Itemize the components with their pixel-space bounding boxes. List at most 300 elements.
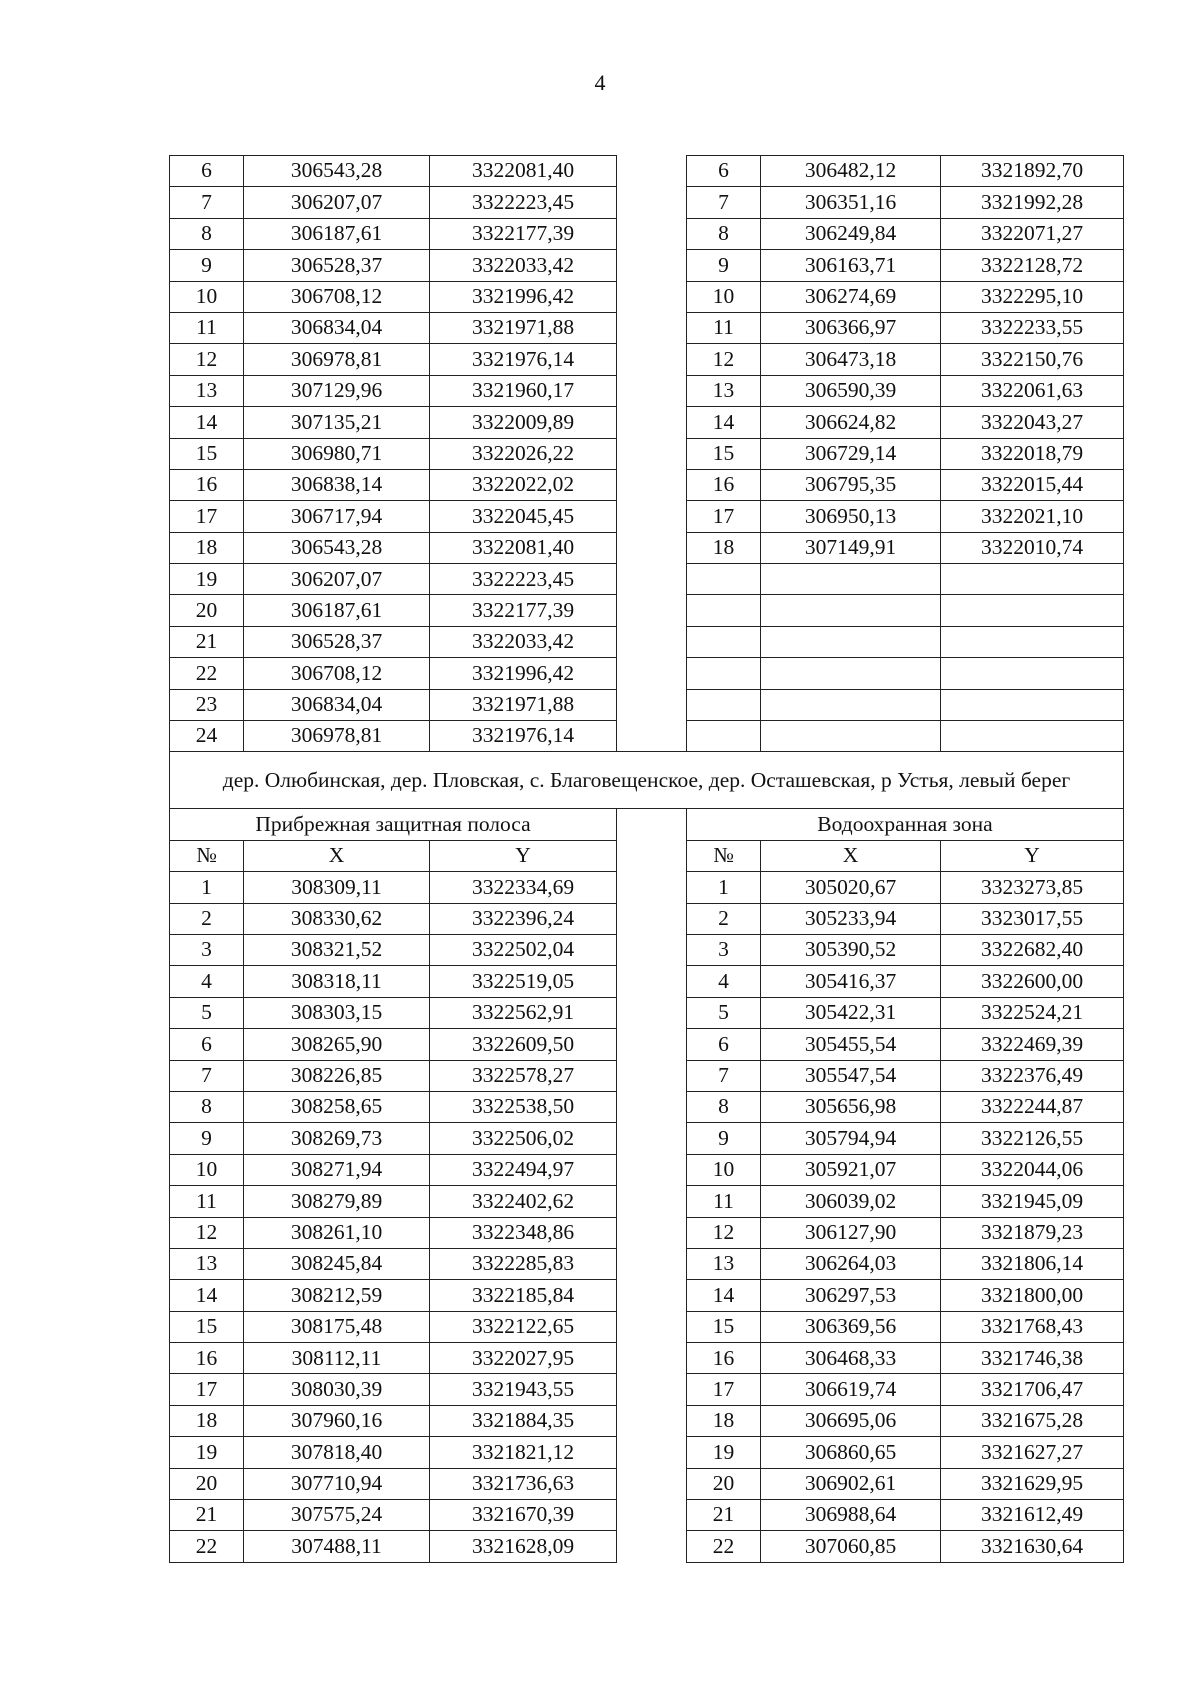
left-x-coordinate: 307575,24 xyxy=(244,1500,430,1531)
column-gap xyxy=(617,1091,687,1122)
column-gap xyxy=(617,156,687,187)
right-point-number xyxy=(687,721,761,752)
right-y-coordinate: 3322682,40 xyxy=(941,934,1124,965)
left-x-coordinate: 308271,94 xyxy=(244,1154,430,1185)
table-row xyxy=(170,1343,1124,1374)
left-x-coordinate: 306717,94 xyxy=(244,501,430,532)
right-y-coordinate: 3321706,47 xyxy=(941,1374,1124,1405)
left-x-coordinate: 308261,10 xyxy=(244,1217,430,1248)
right-y-coordinate: 3321768,43 xyxy=(941,1311,1124,1342)
left-y-coordinate: 3322578,27 xyxy=(430,1060,617,1091)
right-y-coordinate xyxy=(941,564,1124,595)
right-y-coordinate: 3322150,76 xyxy=(941,344,1124,375)
left-y-coordinate: 3322223,45 xyxy=(430,187,617,218)
right-point-number: 20 xyxy=(687,1468,761,1499)
column-gap xyxy=(617,1060,687,1091)
table-row xyxy=(170,469,1124,500)
left-point-number: 16 xyxy=(170,469,244,500)
right-y-coordinate: 3322018,79 xyxy=(941,438,1124,469)
column-gap xyxy=(617,1248,687,1279)
left-y-coordinate: 3322033,42 xyxy=(430,626,617,657)
table-row xyxy=(170,1091,1124,1122)
right-y-coordinate: 3322021,10 xyxy=(941,501,1124,532)
left-point-number: 12 xyxy=(170,1217,244,1248)
left-x-coordinate: 308303,15 xyxy=(244,997,430,1028)
column-gap xyxy=(617,658,687,689)
left-y-coordinate: 3322402,62 xyxy=(430,1186,617,1217)
right-y-coordinate xyxy=(941,689,1124,720)
left-point-number: 18 xyxy=(170,532,244,563)
col-header-x: X xyxy=(244,840,430,871)
left-y-coordinate: 3321976,14 xyxy=(430,721,617,752)
left-y-coordinate: 3322334,69 xyxy=(430,872,617,903)
right-point-number: 11 xyxy=(687,312,761,343)
column-gap xyxy=(617,1123,687,1154)
right-y-coordinate: 3321675,28 xyxy=(941,1405,1124,1436)
table-row xyxy=(170,626,1124,657)
left-y-coordinate: 3322177,39 xyxy=(430,218,617,249)
left-x-coordinate: 307135,21 xyxy=(244,407,430,438)
column-gap xyxy=(617,250,687,281)
right-y-coordinate: 3322128,72 xyxy=(941,250,1124,281)
right-y-coordinate: 3322061,63 xyxy=(941,375,1124,406)
right-x-coordinate xyxy=(761,564,941,595)
right-point-number: 7 xyxy=(687,187,761,218)
column-gap xyxy=(617,438,687,469)
left-point-number: 23 xyxy=(170,689,244,720)
right-point-number: 10 xyxy=(687,281,761,312)
right-y-coordinate xyxy=(941,595,1124,626)
right-y-coordinate: 3321945,09 xyxy=(941,1186,1124,1217)
left-y-coordinate: 3321976,14 xyxy=(430,344,617,375)
left-y-coordinate: 3322519,05 xyxy=(430,966,617,997)
right-x-coordinate: 306297,53 xyxy=(761,1280,941,1311)
table-row xyxy=(170,344,1124,375)
right-x-coordinate xyxy=(761,626,941,657)
left-point-number: 12 xyxy=(170,344,244,375)
left-y-coordinate: 3322285,83 xyxy=(430,1248,617,1279)
right-point-number: 12 xyxy=(687,1217,761,1248)
right-x-coordinate: 306695,06 xyxy=(761,1405,941,1436)
column-gap xyxy=(617,1217,687,1248)
left-x-coordinate: 308030,39 xyxy=(244,1374,430,1405)
table-row xyxy=(170,1029,1124,1060)
right-point-number: 18 xyxy=(687,532,761,563)
right-y-coordinate: 3322233,55 xyxy=(941,312,1124,343)
right-y-coordinate: 3321992,28 xyxy=(941,187,1124,218)
left-x-coordinate: 306543,28 xyxy=(244,156,430,187)
table-row xyxy=(170,1248,1124,1279)
left-x-coordinate: 306834,04 xyxy=(244,312,430,343)
left-point-number: 22 xyxy=(170,1531,244,1562)
page-number: 4 xyxy=(594,70,606,95)
column-gap xyxy=(617,1531,687,1562)
right-x-coordinate: 306988,64 xyxy=(761,1500,941,1531)
left-y-coordinate: 3322081,40 xyxy=(430,156,617,187)
right-point-number: 8 xyxy=(687,1091,761,1122)
left-x-coordinate: 306834,04 xyxy=(244,689,430,720)
right-y-coordinate: 3322071,27 xyxy=(941,218,1124,249)
right-y-coordinate: 3322600,00 xyxy=(941,966,1124,997)
right-point-number xyxy=(687,658,761,689)
left-x-coordinate: 306980,71 xyxy=(244,438,430,469)
left-x-coordinate: 306207,07 xyxy=(244,187,430,218)
right-point-number: 16 xyxy=(687,1343,761,1374)
left-x-coordinate: 308265,90 xyxy=(244,1029,430,1060)
right-y-coordinate: 3322295,10 xyxy=(941,281,1124,312)
left-x-coordinate: 308269,73 xyxy=(244,1123,430,1154)
column-gap xyxy=(617,1280,687,1311)
left-y-coordinate: 3321971,88 xyxy=(430,689,617,720)
right-x-coordinate: 306795,35 xyxy=(761,469,941,500)
left-x-coordinate: 306838,14 xyxy=(244,469,430,500)
left-x-coordinate: 308226,85 xyxy=(244,1060,430,1091)
column-gap xyxy=(617,1500,687,1531)
left-x-coordinate: 307818,40 xyxy=(244,1437,430,1468)
section-title: дер. Олюбинская, дер. Пловская, с. Благовещенское, дер. Осташевская, р Устья, левый берег xyxy=(170,752,1124,809)
left-y-coordinate: 3322506,02 xyxy=(430,1123,617,1154)
right-x-coordinate xyxy=(761,595,941,626)
left-x-coordinate: 308175,48 xyxy=(244,1311,430,1342)
column-gap xyxy=(617,1374,687,1405)
table-row xyxy=(170,1123,1124,1154)
right-y-coordinate: 3322244,87 xyxy=(941,1091,1124,1122)
table-row xyxy=(170,721,1124,752)
right-x-coordinate: 305422,31 xyxy=(761,997,941,1028)
left-x-coordinate: 306187,61 xyxy=(244,595,430,626)
right-x-coordinate: 305921,07 xyxy=(761,1154,941,1185)
left-point-number: 9 xyxy=(170,1123,244,1154)
left-point-number: 15 xyxy=(170,1311,244,1342)
right-x-coordinate: 305656,98 xyxy=(761,1091,941,1122)
right-point-number: 1 xyxy=(687,872,761,903)
right-y-coordinate: 3321627,27 xyxy=(941,1437,1124,1468)
right-point-number: 18 xyxy=(687,1405,761,1436)
right-point-number: 13 xyxy=(687,375,761,406)
table-row xyxy=(170,903,1124,934)
left-y-coordinate: 3322538,50 xyxy=(430,1091,617,1122)
left-y-coordinate: 3321996,42 xyxy=(430,281,617,312)
left-y-coordinate: 3322009,89 xyxy=(430,407,617,438)
column-gap xyxy=(617,1186,687,1217)
table-row xyxy=(170,1060,1124,1091)
left-y-coordinate: 3322033,42 xyxy=(430,250,617,281)
left-point-number: 8 xyxy=(170,1091,244,1122)
right-y-coordinate: 3322469,39 xyxy=(941,1029,1124,1060)
left-point-number: 13 xyxy=(170,1248,244,1279)
left-x-coordinate: 308309,11 xyxy=(244,872,430,903)
left-x-coordinate: 306207,07 xyxy=(244,564,430,595)
left-y-coordinate: 3321971,88 xyxy=(430,312,617,343)
right-y-coordinate xyxy=(941,658,1124,689)
right-point-number: 6 xyxy=(687,156,761,187)
right-point-number: 10 xyxy=(687,1154,761,1185)
right-point-number: 2 xyxy=(687,903,761,934)
table-row xyxy=(170,689,1124,720)
table-row xyxy=(170,501,1124,532)
right-y-coordinate: 3321879,23 xyxy=(941,1217,1124,1248)
column-gap xyxy=(617,218,687,249)
left-point-number: 22 xyxy=(170,658,244,689)
left-x-coordinate: 308245,84 xyxy=(244,1248,430,1279)
right-x-coordinate: 306249,84 xyxy=(761,218,941,249)
column-gap xyxy=(617,1311,687,1342)
column-gap xyxy=(617,312,687,343)
right-x-coordinate: 306902,61 xyxy=(761,1468,941,1499)
left-point-number: 20 xyxy=(170,1468,244,1499)
left-zone-title: Прибрежная защитная полоса xyxy=(170,809,617,840)
right-x-coordinate: 306163,71 xyxy=(761,250,941,281)
right-x-coordinate: 306860,65 xyxy=(761,1437,941,1468)
right-point-number: 13 xyxy=(687,1248,761,1279)
left-y-coordinate: 3322609,50 xyxy=(430,1029,617,1060)
right-point-number: 4 xyxy=(687,966,761,997)
left-point-number: 10 xyxy=(170,281,244,312)
left-y-coordinate: 3322045,45 xyxy=(430,501,617,532)
table-row xyxy=(170,997,1124,1028)
column-gap xyxy=(617,872,687,903)
left-point-number: 11 xyxy=(170,312,244,343)
right-x-coordinate: 305020,67 xyxy=(761,872,941,903)
left-x-coordinate: 308318,11 xyxy=(244,966,430,997)
table-row xyxy=(170,281,1124,312)
left-x-coordinate: 306528,37 xyxy=(244,626,430,657)
table-row xyxy=(170,407,1124,438)
column-gap xyxy=(617,532,687,563)
left-x-coordinate: 307960,16 xyxy=(244,1405,430,1436)
left-y-coordinate: 3322502,04 xyxy=(430,934,617,965)
left-point-number: 17 xyxy=(170,1374,244,1405)
right-point-number xyxy=(687,595,761,626)
right-x-coordinate: 305794,94 xyxy=(761,1123,941,1154)
column-gap xyxy=(617,595,687,626)
left-point-number: 8 xyxy=(170,218,244,249)
left-x-coordinate: 306187,61 xyxy=(244,218,430,249)
left-point-number: 16 xyxy=(170,1343,244,1374)
right-y-coordinate: 3321800,00 xyxy=(941,1280,1124,1311)
left-x-coordinate: 307710,94 xyxy=(244,1468,430,1499)
right-point-number: 16 xyxy=(687,469,761,500)
right-y-coordinate: 3322044,06 xyxy=(941,1154,1124,1185)
right-y-coordinate xyxy=(941,721,1124,752)
right-x-coordinate: 306729,14 xyxy=(761,438,941,469)
right-y-coordinate: 3322126,55 xyxy=(941,1123,1124,1154)
table-row xyxy=(170,1217,1124,1248)
right-x-coordinate: 306624,82 xyxy=(761,407,941,438)
left-point-number: 4 xyxy=(170,966,244,997)
left-point-number: 6 xyxy=(170,156,244,187)
left-y-coordinate: 3322562,91 xyxy=(430,997,617,1028)
left-y-coordinate: 3321996,42 xyxy=(430,658,617,689)
right-x-coordinate: 305416,37 xyxy=(761,966,941,997)
left-x-coordinate: 306978,81 xyxy=(244,344,430,375)
left-point-number: 10 xyxy=(170,1154,244,1185)
left-x-coordinate: 306708,12 xyxy=(244,281,430,312)
left-point-number: 11 xyxy=(170,1186,244,1217)
left-point-number: 19 xyxy=(170,1437,244,1468)
table-row xyxy=(170,1437,1124,1468)
left-y-coordinate: 3322022,02 xyxy=(430,469,617,500)
left-x-coordinate: 306528,37 xyxy=(244,250,430,281)
bottom-rows xyxy=(170,872,1124,1563)
left-point-number: 20 xyxy=(170,595,244,626)
right-point-number: 8 xyxy=(687,218,761,249)
right-y-coordinate: 3322043,27 xyxy=(941,407,1124,438)
table-row xyxy=(170,1374,1124,1405)
left-x-coordinate: 308321,52 xyxy=(244,934,430,965)
column-gap xyxy=(617,469,687,500)
table-row xyxy=(170,1405,1124,1436)
right-y-coordinate: 3321612,49 xyxy=(941,1500,1124,1531)
right-y-coordinate: 3321746,38 xyxy=(941,1343,1124,1374)
column-gap xyxy=(617,1154,687,1185)
right-y-coordinate: 3323273,85 xyxy=(941,872,1124,903)
right-y-coordinate: 3321892,70 xyxy=(941,156,1124,187)
left-y-coordinate: 3322026,22 xyxy=(430,438,617,469)
left-y-coordinate: 3321821,12 xyxy=(430,1437,617,1468)
left-point-number: 21 xyxy=(170,626,244,657)
right-point-number xyxy=(687,626,761,657)
right-y-coordinate: 3322376,49 xyxy=(941,1060,1124,1091)
right-x-coordinate xyxy=(761,658,941,689)
left-y-coordinate: 3321960,17 xyxy=(430,375,617,406)
top-rows xyxy=(170,156,1124,752)
left-y-coordinate: 3322396,24 xyxy=(430,903,617,934)
right-point-number: 19 xyxy=(687,1437,761,1468)
right-point-number: 9 xyxy=(687,1123,761,1154)
right-x-coordinate: 306039,02 xyxy=(761,1186,941,1217)
right-y-coordinate: 3322524,21 xyxy=(941,997,1124,1028)
right-y-coordinate xyxy=(941,626,1124,657)
left-point-number: 13 xyxy=(170,375,244,406)
column-gap xyxy=(617,626,687,657)
table-row xyxy=(170,438,1124,469)
left-point-number: 14 xyxy=(170,407,244,438)
left-point-number: 17 xyxy=(170,501,244,532)
column-gap xyxy=(617,997,687,1028)
right-x-coordinate: 305233,94 xyxy=(761,903,941,934)
table-row xyxy=(170,218,1124,249)
left-point-number: 9 xyxy=(170,250,244,281)
right-x-coordinate: 305455,54 xyxy=(761,1029,941,1060)
left-y-coordinate: 3321943,55 xyxy=(430,1374,617,1405)
left-y-coordinate: 3322027,95 xyxy=(430,1343,617,1374)
right-y-coordinate: 3322010,74 xyxy=(941,532,1124,563)
table-row xyxy=(170,1154,1124,1185)
col-header-y: Y xyxy=(430,840,617,871)
table-row xyxy=(170,1531,1124,1562)
right-x-coordinate: 306473,18 xyxy=(761,344,941,375)
left-point-number: 14 xyxy=(170,1280,244,1311)
col-header-x: X xyxy=(761,840,941,871)
right-point-number xyxy=(687,564,761,595)
left-x-coordinate: 308330,62 xyxy=(244,903,430,934)
right-point-number: 22 xyxy=(687,1531,761,1562)
left-y-coordinate: 3321670,39 xyxy=(430,1500,617,1531)
right-y-coordinate: 3321629,95 xyxy=(941,1468,1124,1499)
left-x-coordinate: 307488,11 xyxy=(244,1531,430,1562)
column-gap xyxy=(617,281,687,312)
right-y-coordinate: 3321806,14 xyxy=(941,1248,1124,1279)
column-gap xyxy=(617,689,687,720)
right-point-number: 5 xyxy=(687,997,761,1028)
left-y-coordinate: 3321628,09 xyxy=(430,1531,617,1562)
right-x-coordinate: 306264,03 xyxy=(761,1248,941,1279)
right-point-number: 3 xyxy=(687,934,761,965)
table-row xyxy=(170,872,1124,903)
table-row xyxy=(170,312,1124,343)
table-row xyxy=(170,532,1124,563)
column-gap xyxy=(617,187,687,218)
left-y-coordinate: 3322122,65 xyxy=(430,1311,617,1342)
column-gap xyxy=(617,564,687,595)
right-point-number: 6 xyxy=(687,1029,761,1060)
right-x-coordinate: 306590,39 xyxy=(761,375,941,406)
left-y-coordinate: 3322081,40 xyxy=(430,532,617,563)
right-y-coordinate: 3323017,55 xyxy=(941,903,1124,934)
left-point-number: 6 xyxy=(170,1029,244,1060)
column-gap xyxy=(617,1437,687,1468)
right-x-coordinate: 305390,52 xyxy=(761,934,941,965)
right-point-number: 14 xyxy=(687,407,761,438)
table-row xyxy=(170,595,1124,626)
left-point-number: 19 xyxy=(170,564,244,595)
right-y-coordinate: 3321630,64 xyxy=(941,1531,1124,1562)
right-point-number xyxy=(687,689,761,720)
col-header-number: № xyxy=(170,840,244,871)
table-row xyxy=(170,934,1124,965)
left-x-coordinate: 308279,89 xyxy=(244,1186,430,1217)
section-header xyxy=(170,752,1124,872)
left-point-number: 5 xyxy=(170,997,244,1028)
left-x-coordinate: 308212,59 xyxy=(244,1280,430,1311)
table-row xyxy=(170,1280,1124,1311)
col-header-y: Y xyxy=(941,840,1124,871)
right-point-number: 17 xyxy=(687,1374,761,1405)
left-y-coordinate: 3322185,84 xyxy=(430,1280,617,1311)
left-x-coordinate: 306708,12 xyxy=(244,658,430,689)
left-x-coordinate: 308112,11 xyxy=(244,1343,430,1374)
right-point-number: 15 xyxy=(687,438,761,469)
table-row xyxy=(170,564,1124,595)
left-y-coordinate: 3322494,97 xyxy=(430,1154,617,1185)
right-point-number: 12 xyxy=(687,344,761,375)
right-x-coordinate: 306950,13 xyxy=(761,501,941,532)
right-x-coordinate: 306482,12 xyxy=(761,156,941,187)
left-y-coordinate: 3322348,86 xyxy=(430,1217,617,1248)
table-row xyxy=(170,250,1124,281)
column-gap xyxy=(617,344,687,375)
left-y-coordinate: 3322223,45 xyxy=(430,564,617,595)
column-gap xyxy=(617,1468,687,1499)
table-row xyxy=(170,156,1124,187)
right-point-number: 9 xyxy=(687,250,761,281)
column-gap xyxy=(617,966,687,997)
table-row xyxy=(170,966,1124,997)
right-point-number: 14 xyxy=(687,1280,761,1311)
right-x-coordinate: 305547,54 xyxy=(761,1060,941,1091)
left-point-number: 2 xyxy=(170,903,244,934)
coordinates-table xyxy=(169,155,1124,1563)
table-row xyxy=(170,375,1124,406)
right-x-coordinate: 307149,91 xyxy=(761,532,941,563)
column-gap xyxy=(617,1029,687,1060)
table-row xyxy=(170,1500,1124,1531)
right-point-number: 21 xyxy=(687,1500,761,1531)
table-row xyxy=(170,1186,1124,1217)
right-x-coordinate: 307060,85 xyxy=(761,1531,941,1562)
right-x-coordinate: 306274,69 xyxy=(761,281,941,312)
